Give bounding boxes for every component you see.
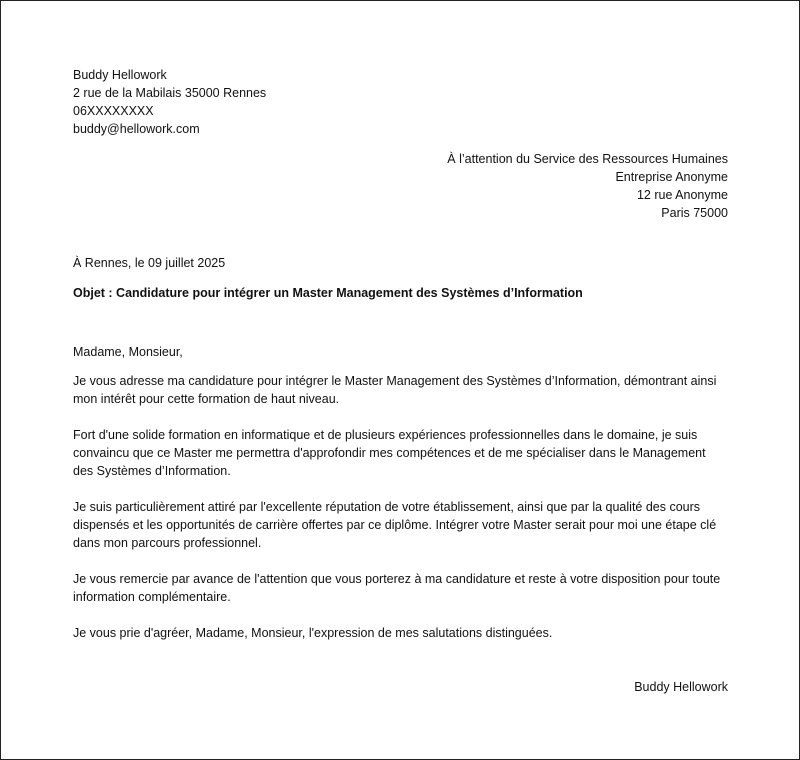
subject-line: Objet : Candidature pour intégrer un Master Management des Systèmes d’Information bbox=[73, 286, 583, 300]
sender-email: buddy@hellowork.com bbox=[73, 122, 200, 136]
sender-name: Buddy Hellowork bbox=[73, 68, 167, 82]
body-paragraph: Fort d'une solide formation en informatique et de plusieurs expériences professionnelles dans le domaine, je suis convaincu que ce Master me permettra d'approfondir mes compétences et de me spécialiser dans le Management des Systèmes d’Information. bbox=[73, 428, 706, 478]
body-paragraph: Je suis particulièrement attiré par l'excellente réputation de votre établissement, ainsi que par la qualité des cours dispensés et les opportunités de carrière offertes par ce diplôme. Intégrer votre Master serait pour moi une étape clé dans mon parcours professionnel. bbox=[73, 500, 717, 550]
sender-block bbox=[73, 66, 728, 138]
recipient-company: Entreprise Anonyme bbox=[615, 170, 728, 184]
recipient-street: 12 rue Anonyme bbox=[636, 188, 728, 202]
sender-phone: 06XXXXXXXX bbox=[73, 104, 154, 118]
salutation: Madame, Monsieur, bbox=[73, 345, 183, 359]
closing-paragraph: Je vous prie d'agréer, Madame, Monsieur, l'expression de mes salutations distinguées. bbox=[73, 626, 553, 640]
letter-body bbox=[73, 372, 728, 660]
sender-address: 2 rue de la Mabilais 35000 Rennes bbox=[73, 86, 267, 100]
date-line: À Rennes, le 09 juillet 2025 bbox=[73, 256, 226, 270]
recipient-block bbox=[73, 150, 728, 222]
recipient-attention: À l’attention du Service des Ressources Humaines bbox=[447, 152, 728, 166]
recipient-city: Paris 75000 bbox=[661, 206, 728, 220]
signature: Buddy Hellowork bbox=[634, 680, 728, 694]
body-paragraph: Je vous adresse ma candidature pour intégrer le Master Management des Systèmes d’Information, démontrant ainsi mon intérêt pour cette formation de haut niveau. bbox=[73, 374, 717, 406]
body-paragraph: Je vous remercie par avance de l'attention que vous porterez à ma candidature et reste à votre disposition pour toute information complémentaire. bbox=[73, 572, 721, 604]
